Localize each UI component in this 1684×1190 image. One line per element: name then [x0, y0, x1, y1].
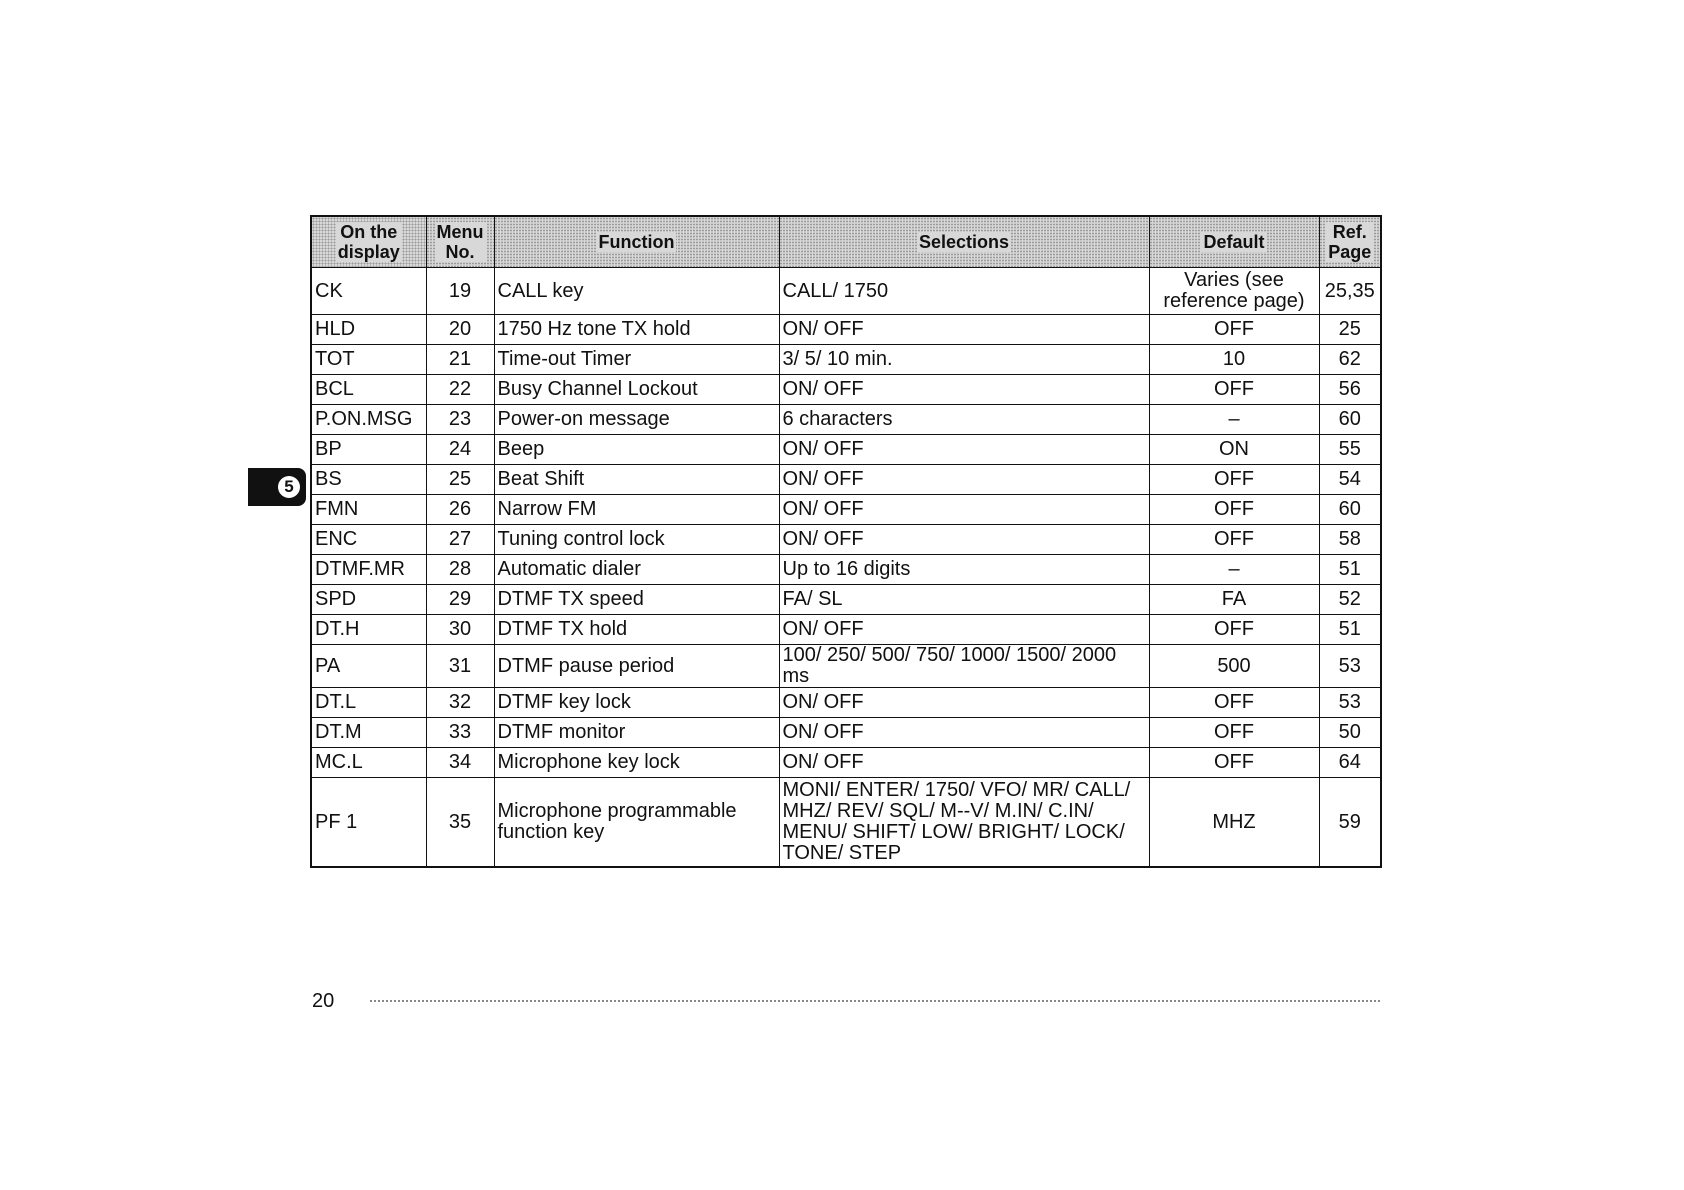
section-tab [248, 468, 306, 506]
function-cell: DTMF TX hold [494, 615, 779, 645]
selections-cell: ON/ OFF [779, 718, 1149, 748]
footer-dotted-rule [370, 1000, 1380, 1002]
display-cell: DTMF.MR [311, 555, 426, 585]
function-cell: Tuning control lock [494, 525, 779, 555]
default-cell: OFF [1149, 688, 1319, 718]
menu-number-cell: 25 [426, 465, 494, 495]
default-cell: MHZ [1149, 778, 1319, 868]
default-cell: OFF [1149, 748, 1319, 778]
display-cell: PA [311, 645, 426, 688]
menu-number-cell: 21 [426, 345, 494, 375]
function-cell: Power-on message [494, 405, 779, 435]
default-cell: 500 [1149, 645, 1319, 688]
table-row [311, 688, 1381, 718]
display-cell: SPD [311, 585, 426, 615]
function-cell: Time-out Timer [494, 345, 779, 375]
header-menu-no: Menu No. [426, 216, 494, 268]
header-on-the-display: On the display [311, 216, 426, 268]
function-cell: Beat Shift [494, 465, 779, 495]
display-cell: TOT [311, 345, 426, 375]
menu-number-cell: 23 [426, 405, 494, 435]
display-cell: P.ON.MSG [311, 405, 426, 435]
header-selections: Selections [779, 216, 1149, 268]
default-cell: OFF [1149, 525, 1319, 555]
selections-cell: FA/ SL [779, 585, 1149, 615]
display-cell: DT.M [311, 718, 426, 748]
selections-cell: ON/ OFF [779, 748, 1149, 778]
function-cell: DTMF monitor [494, 718, 779, 748]
function-cell: Beep [494, 435, 779, 465]
default-cell: OFF [1149, 315, 1319, 345]
menu-number-cell: 20 [426, 315, 494, 345]
default-cell: Varies (see reference page) [1149, 268, 1319, 315]
selections-cell: ON/ OFF [779, 615, 1149, 645]
default-cell: OFF [1149, 615, 1319, 645]
table-row [311, 405, 1381, 435]
ref-page-cell: 51 [1319, 555, 1381, 585]
default-cell: OFF [1149, 718, 1319, 748]
ref-page-cell: 60 [1319, 405, 1381, 435]
selections-cell: ON/ OFF [779, 375, 1149, 405]
default-cell: OFF [1149, 495, 1319, 525]
function-cell: DTMF key lock [494, 688, 779, 718]
menu-number-cell: 32 [426, 688, 494, 718]
default-cell: OFF [1149, 375, 1319, 405]
display-cell: HLD [311, 315, 426, 345]
selections-cell: ON/ OFF [779, 525, 1149, 555]
display-cell: ENC [311, 525, 426, 555]
ref-page-cell: 56 [1319, 375, 1381, 405]
table-row [311, 435, 1381, 465]
header-default: Default [1149, 216, 1319, 268]
display-cell: PF 1 [311, 778, 426, 868]
ref-page-cell: 52 [1319, 585, 1381, 615]
table-row [311, 495, 1381, 525]
section-number-badge: 5 [278, 476, 300, 498]
menu-number-cell: 28 [426, 555, 494, 585]
header-ref-page: Ref. Page [1319, 216, 1381, 268]
table-row [311, 375, 1381, 405]
function-cell: CALL key [494, 268, 779, 315]
menu-number-cell: 27 [426, 525, 494, 555]
table-row [311, 345, 1381, 375]
selections-cell: ON/ OFF [779, 315, 1149, 345]
ref-page-cell: 51 [1319, 615, 1381, 645]
table-row [311, 615, 1381, 645]
ref-page-cell: 54 [1319, 465, 1381, 495]
table-row [311, 555, 1381, 585]
selections-cell: ON/ OFF [779, 688, 1149, 718]
selections-cell: ON/ OFF [779, 435, 1149, 465]
function-cell: Microphone programmable function key [494, 778, 779, 868]
default-cell: OFF [1149, 465, 1319, 495]
table-row [311, 268, 1381, 315]
selections-cell: ON/ OFF [779, 465, 1149, 495]
ref-page-cell: 50 [1319, 718, 1381, 748]
selections-cell: MONI/ ENTER/ 1750/ VFO/ MR/ CALL/ MHZ/ REV/ SQL/ M--V/ M.IN/ C.IN/ MENU/ SHIFT/ LOW/ BRIGHT/ LOCK/ TONE/ STEP [779, 778, 1149, 868]
menu-number-cell: 30 [426, 615, 494, 645]
display-cell: DT.H [311, 615, 426, 645]
menu-settings-table [310, 215, 1382, 868]
menu-number-cell: 22 [426, 375, 494, 405]
menu-number-cell: 29 [426, 585, 494, 615]
ref-page-cell: 58 [1319, 525, 1381, 555]
function-cell: Busy Channel Lockout [494, 375, 779, 405]
menu-number-cell: 34 [426, 748, 494, 778]
function-cell: Microphone key lock [494, 748, 779, 778]
display-cell: DT.L [311, 688, 426, 718]
default-cell: ON [1149, 435, 1319, 465]
table-row [311, 778, 1381, 868]
display-cell: BP [311, 435, 426, 465]
menu-number-cell: 26 [426, 495, 494, 525]
selections-cell: ON/ OFF [779, 495, 1149, 525]
function-cell: DTMF TX speed [494, 585, 779, 615]
selections-cell: CALL/ 1750 [779, 268, 1149, 315]
table-row [311, 525, 1381, 555]
menu-number-cell: 33 [426, 718, 494, 748]
menu-number-cell: 24 [426, 435, 494, 465]
display-cell: MC.L [311, 748, 426, 778]
ref-page-cell: 55 [1319, 435, 1381, 465]
menu-number-cell: 35 [426, 778, 494, 868]
display-cell: FMN [311, 495, 426, 525]
selections-cell: 6 characters [779, 405, 1149, 435]
default-cell: – [1149, 555, 1319, 585]
menu-number-cell: 31 [426, 645, 494, 688]
ref-page-cell: 25,35 [1319, 268, 1381, 315]
default-cell: 10 [1149, 345, 1319, 375]
default-cell: – [1149, 405, 1319, 435]
ref-page-cell: 62 [1319, 345, 1381, 375]
header-function: Function [494, 216, 779, 268]
function-cell: Automatic dialer [494, 555, 779, 585]
display-cell: CK [311, 268, 426, 315]
page-number: 20 [312, 990, 335, 1012]
ref-page-cell: 60 [1319, 495, 1381, 525]
function-cell: Narrow FM [494, 495, 779, 525]
default-cell: FA [1149, 585, 1319, 615]
table-row [311, 315, 1381, 345]
selections-cell: 3/ 5/ 10 min. [779, 345, 1149, 375]
function-cell: 1750 Hz tone TX hold [494, 315, 779, 345]
table-row [311, 718, 1381, 748]
ref-page-cell: 53 [1319, 688, 1381, 718]
ref-page-cell: 64 [1319, 748, 1381, 778]
display-cell: BCL [311, 375, 426, 405]
selections-cell: 100/ 250/ 500/ 750/ 1000/ 1500/ 2000 ms [779, 645, 1149, 688]
display-cell: BS [311, 465, 426, 495]
table-row [311, 748, 1381, 778]
function-cell: DTMF pause period [494, 645, 779, 688]
ref-page-cell: 53 [1319, 645, 1381, 688]
ref-page-cell: 25 [1319, 315, 1381, 345]
table-row [311, 645, 1381, 688]
table-row [311, 585, 1381, 615]
table-header-row [311, 216, 1381, 268]
selections-cell: Up to 16 digits [779, 555, 1149, 585]
ref-page-cell: 59 [1319, 778, 1381, 868]
menu-number-cell: 19 [426, 268, 494, 315]
table-row [311, 465, 1381, 495]
